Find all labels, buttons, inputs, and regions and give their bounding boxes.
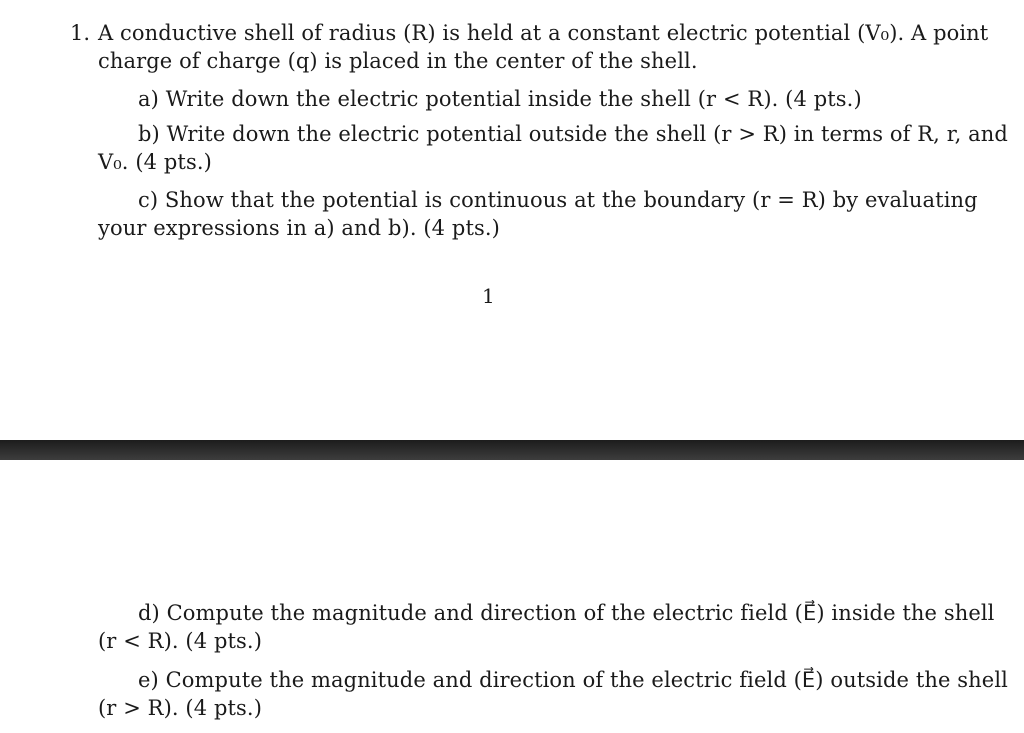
part-b-line-1: b) Write down the electric potential outside the shell (r > R) in terms of R, r, and: [138, 122, 1008, 146]
part-e-line-2: (r > R). (4 pts.): [98, 696, 262, 720]
question-intro-line-2: charge of charge (q) is placed in the center of the shell.: [98, 49, 698, 73]
part-d-line-2: (r < R). (4 pts.): [98, 629, 262, 653]
part-e-line-1: e) Compute the magnitude and direction of the electric field (E⃗) outside the shell: [138, 668, 1008, 692]
part-d-line-1: d) Compute the magnitude and direction of the electric field (E⃗) inside the shell: [138, 601, 995, 625]
page-two: [0, 460, 1024, 733]
part-a-text: a) Write down the electric potential inside the shell (r < R). (4 pts.): [138, 87, 862, 111]
part-c-line-2: your expressions in a) and b). (4 pts.): [98, 216, 500, 240]
question-intro-line-1: A conductive shell of radius (R) is held at a constant electric potential (V₀). A point: [98, 21, 989, 45]
question-number: 1.: [70, 21, 91, 45]
page-number: 1: [482, 284, 495, 308]
page-separator: [0, 440, 1024, 460]
part-b-line-2: V₀. (4 pts.): [98, 150, 212, 174]
part-c-line-1: c) Show that the potential is continuous at the boundary (r = R) by evaluating: [138, 188, 978, 212]
